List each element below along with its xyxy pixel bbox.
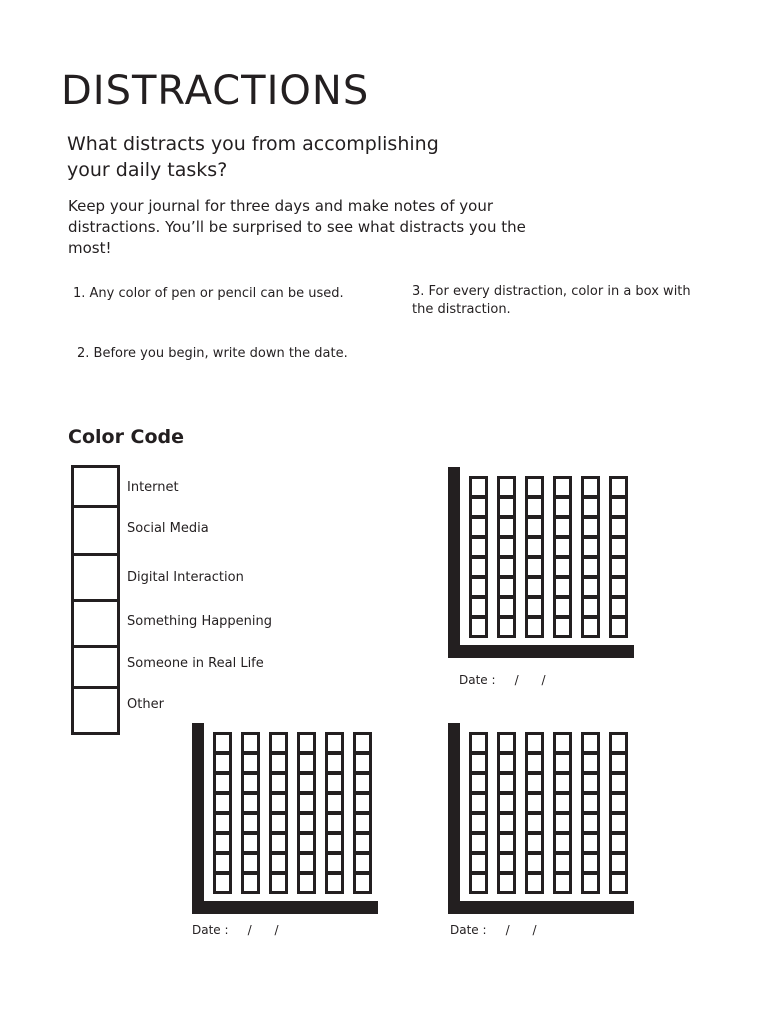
tally-box[interactable] bbox=[497, 792, 516, 814]
tally-box[interactable] bbox=[297, 832, 316, 854]
tally-box[interactable] bbox=[213, 812, 232, 834]
tally-box[interactable] bbox=[553, 536, 572, 558]
tally-box[interactable] bbox=[241, 732, 260, 754]
tally-box[interactable] bbox=[469, 752, 488, 774]
tally-box[interactable] bbox=[213, 772, 232, 794]
tally-box[interactable] bbox=[525, 872, 544, 894]
tally-box[interactable] bbox=[609, 792, 628, 814]
legend-box-digital-interaction[interactable] bbox=[71, 553, 120, 602]
tally-grid-3 bbox=[448, 723, 638, 953]
tally-box[interactable] bbox=[269, 792, 288, 814]
tally-box[interactable] bbox=[553, 596, 572, 618]
tally-box[interactable] bbox=[525, 496, 544, 518]
tally-box[interactable] bbox=[297, 772, 316, 794]
grid-vertical-axis bbox=[192, 723, 204, 914]
tally-box[interactable] bbox=[581, 752, 600, 774]
tally-box[interactable] bbox=[497, 476, 516, 498]
tally-box[interactable] bbox=[241, 752, 260, 774]
tally-box[interactable] bbox=[609, 596, 628, 618]
tally-box[interactable] bbox=[269, 752, 288, 774]
tally-box[interactable] bbox=[553, 732, 572, 754]
tally-box[interactable] bbox=[525, 516, 544, 538]
tally-box[interactable] bbox=[497, 852, 516, 874]
tally-box[interactable] bbox=[241, 872, 260, 894]
legend-box-social-media[interactable] bbox=[71, 505, 120, 556]
tally-grid-1 bbox=[448, 467, 638, 697]
tally-box[interactable] bbox=[269, 772, 288, 794]
color-code-heading: Color Code bbox=[68, 426, 185, 448]
tally-box[interactable] bbox=[497, 812, 516, 834]
grid-horizontal-axis bbox=[448, 645, 634, 658]
tally-box[interactable] bbox=[325, 872, 344, 894]
tally-box[interactable] bbox=[525, 812, 544, 834]
date-label[interactable]: Date : / / bbox=[450, 923, 537, 937]
legend-label-something-happening: Something Happening bbox=[127, 614, 273, 629]
tally-box[interactable] bbox=[553, 516, 572, 538]
question-heading: What distracts you from accomplishing your daily tasks? bbox=[67, 133, 439, 181]
tally-box[interactable] bbox=[269, 832, 288, 854]
tally-box[interactable] bbox=[581, 616, 600, 638]
grid-vertical-axis bbox=[448, 467, 460, 658]
tally-box[interactable] bbox=[353, 872, 372, 894]
legend-box-other[interactable] bbox=[71, 686, 120, 735]
tally-box[interactable] bbox=[609, 516, 628, 538]
date-label[interactable]: Date : / / bbox=[192, 923, 279, 937]
tally-box[interactable] bbox=[353, 852, 372, 874]
tally-box[interactable] bbox=[297, 812, 316, 834]
tally-box[interactable] bbox=[581, 556, 600, 578]
tally-box[interactable] bbox=[581, 732, 600, 754]
tally-box[interactable] bbox=[353, 752, 372, 774]
tally-box[interactable] bbox=[609, 752, 628, 774]
tally-box[interactable] bbox=[353, 772, 372, 794]
tally-box[interactable] bbox=[609, 616, 628, 638]
tally-box[interactable] bbox=[553, 852, 572, 874]
tally-box[interactable] bbox=[581, 872, 600, 894]
tally-box[interactable] bbox=[325, 772, 344, 794]
tally-box[interactable] bbox=[325, 852, 344, 874]
tally-box[interactable] bbox=[553, 556, 572, 578]
tally-box[interactable] bbox=[497, 616, 516, 638]
tally-box[interactable] bbox=[553, 792, 572, 814]
tally-box[interactable] bbox=[525, 556, 544, 578]
instruction-3: 3. For every distraction, color in a box with the distraction. bbox=[412, 284, 691, 317]
tally-box[interactable] bbox=[469, 792, 488, 814]
tally-box[interactable] bbox=[553, 832, 572, 854]
tally-box[interactable] bbox=[325, 832, 344, 854]
tally-box[interactable] bbox=[609, 772, 628, 794]
tally-box[interactable] bbox=[325, 732, 344, 754]
tally-box[interactable] bbox=[581, 536, 600, 558]
tally-box[interactable] bbox=[297, 872, 316, 894]
tally-box[interactable] bbox=[553, 476, 572, 498]
tally-box[interactable] bbox=[213, 852, 232, 874]
tally-box[interactable] bbox=[553, 872, 572, 894]
tally-box[interactable] bbox=[609, 812, 628, 834]
tally-box[interactable] bbox=[241, 812, 260, 834]
tally-box[interactable] bbox=[581, 852, 600, 874]
date-label[interactable]: Date : / / bbox=[459, 673, 546, 687]
tally-box[interactable] bbox=[525, 772, 544, 794]
tally-box[interactable] bbox=[497, 732, 516, 754]
tally-box[interactable] bbox=[497, 496, 516, 518]
tally-box[interactable] bbox=[241, 772, 260, 794]
tally-box[interactable] bbox=[497, 752, 516, 774]
tally-box[interactable] bbox=[525, 476, 544, 498]
page-title: DISTRACTIONS bbox=[61, 68, 370, 114]
grid-horizontal-axis bbox=[448, 901, 634, 914]
tally-box[interactable] bbox=[497, 556, 516, 578]
tally-box[interactable] bbox=[497, 596, 516, 618]
tally-box[interactable] bbox=[609, 476, 628, 498]
legend-box-someone-in-real-life[interactable] bbox=[71, 645, 120, 689]
tally-box[interactable] bbox=[213, 752, 232, 774]
tally-box[interactable] bbox=[469, 476, 488, 498]
tally-box[interactable] bbox=[269, 872, 288, 894]
tally-box[interactable] bbox=[581, 596, 600, 618]
tally-box[interactable] bbox=[609, 832, 628, 854]
tally-box[interactable] bbox=[553, 752, 572, 774]
legend-label-someone-in-real-life: Someone in Real Life bbox=[127, 656, 264, 671]
tally-box[interactable] bbox=[353, 812, 372, 834]
tally-box[interactable] bbox=[497, 576, 516, 598]
tally-box[interactable] bbox=[553, 772, 572, 794]
tally-box[interactable] bbox=[609, 496, 628, 518]
tally-box[interactable] bbox=[609, 872, 628, 894]
tally-box[interactable] bbox=[581, 812, 600, 834]
tally-box[interactable] bbox=[241, 852, 260, 874]
tally-box[interactable] bbox=[497, 516, 516, 538]
tally-box[interactable] bbox=[525, 732, 544, 754]
tally-box[interactable] bbox=[553, 576, 572, 598]
tally-box[interactable] bbox=[469, 852, 488, 874]
tally-box[interactable] bbox=[213, 732, 232, 754]
tally-box[interactable] bbox=[525, 852, 544, 874]
tally-box[interactable] bbox=[297, 852, 316, 874]
tally-box[interactable] bbox=[469, 516, 488, 538]
tally-box[interactable] bbox=[469, 536, 488, 558]
tally-box[interactable] bbox=[553, 616, 572, 638]
tally-box[interactable] bbox=[525, 832, 544, 854]
tally-box[interactable] bbox=[581, 792, 600, 814]
tally-box[interactable] bbox=[525, 792, 544, 814]
tally-box[interactable] bbox=[525, 752, 544, 774]
tally-grid-2 bbox=[192, 723, 382, 953]
tally-box[interactable] bbox=[469, 772, 488, 794]
tally-box[interactable] bbox=[581, 576, 600, 598]
tally-box[interactable] bbox=[609, 576, 628, 598]
tally-box[interactable] bbox=[553, 812, 572, 834]
tally-box[interactable] bbox=[269, 852, 288, 874]
intro-text: Keep your journal for three days and make notes of your distractions. You’ll be surprised to see what distracts you the most! bbox=[68, 197, 526, 257]
tally-box[interactable] bbox=[469, 556, 488, 578]
tally-box[interactable] bbox=[297, 752, 316, 774]
tally-box[interactable] bbox=[269, 732, 288, 754]
tally-box[interactable] bbox=[581, 516, 600, 538]
tally-box[interactable] bbox=[525, 536, 544, 558]
tally-box[interactable] bbox=[241, 832, 260, 854]
legend-label-digital-interaction: Digital Interaction bbox=[127, 570, 244, 585]
tally-box[interactable] bbox=[325, 792, 344, 814]
instruction-1: 1. Any color of pen or pencil can be used. bbox=[73, 286, 344, 301]
tally-box[interactable] bbox=[525, 596, 544, 618]
tally-box[interactable] bbox=[497, 832, 516, 854]
grid-horizontal-axis bbox=[192, 901, 378, 914]
tally-box[interactable] bbox=[469, 872, 488, 894]
tally-box[interactable] bbox=[469, 812, 488, 834]
legend-label-internet: Internet bbox=[127, 480, 179, 495]
tally-box[interactable] bbox=[353, 732, 372, 754]
tally-box[interactable] bbox=[581, 832, 600, 854]
tally-box[interactable] bbox=[325, 812, 344, 834]
tally-box[interactable] bbox=[469, 496, 488, 518]
grid-vertical-axis bbox=[448, 723, 460, 914]
tally-box[interactable] bbox=[241, 792, 260, 814]
tally-box[interactable] bbox=[297, 792, 316, 814]
tally-box[interactable] bbox=[469, 832, 488, 854]
tally-box[interactable] bbox=[581, 496, 600, 518]
tally-box[interactable] bbox=[609, 852, 628, 874]
tally-box[interactable] bbox=[469, 616, 488, 638]
tally-box[interactable] bbox=[609, 536, 628, 558]
tally-box[interactable] bbox=[469, 576, 488, 598]
tally-box[interactable] bbox=[609, 556, 628, 578]
tally-box[interactable] bbox=[213, 832, 232, 854]
legend-box-internet[interactable] bbox=[71, 465, 120, 508]
tally-box[interactable] bbox=[525, 576, 544, 598]
tally-box[interactable] bbox=[213, 792, 232, 814]
tally-box[interactable] bbox=[469, 596, 488, 618]
tally-box[interactable] bbox=[469, 732, 488, 754]
tally-box[interactable] bbox=[497, 872, 516, 894]
legend-box-something-happening[interactable] bbox=[71, 599, 120, 648]
tally-box[interactable] bbox=[213, 872, 232, 894]
tally-box[interactable] bbox=[497, 772, 516, 794]
tally-box[interactable] bbox=[497, 536, 516, 558]
tally-box[interactable] bbox=[581, 772, 600, 794]
legend-label-other: Other bbox=[127, 697, 164, 712]
tally-box[interactable] bbox=[353, 832, 372, 854]
tally-box[interactable] bbox=[581, 476, 600, 498]
tally-box[interactable] bbox=[325, 752, 344, 774]
tally-box[interactable] bbox=[353, 792, 372, 814]
tally-box[interactable] bbox=[525, 616, 544, 638]
legend-label-social-media: Social Media bbox=[127, 521, 209, 536]
tally-box[interactable] bbox=[553, 496, 572, 518]
tally-box[interactable] bbox=[297, 732, 316, 754]
tally-box[interactable] bbox=[609, 732, 628, 754]
instruction-2: 2. Before you begin, write down the date. bbox=[77, 346, 348, 361]
tally-box[interactable] bbox=[269, 812, 288, 834]
